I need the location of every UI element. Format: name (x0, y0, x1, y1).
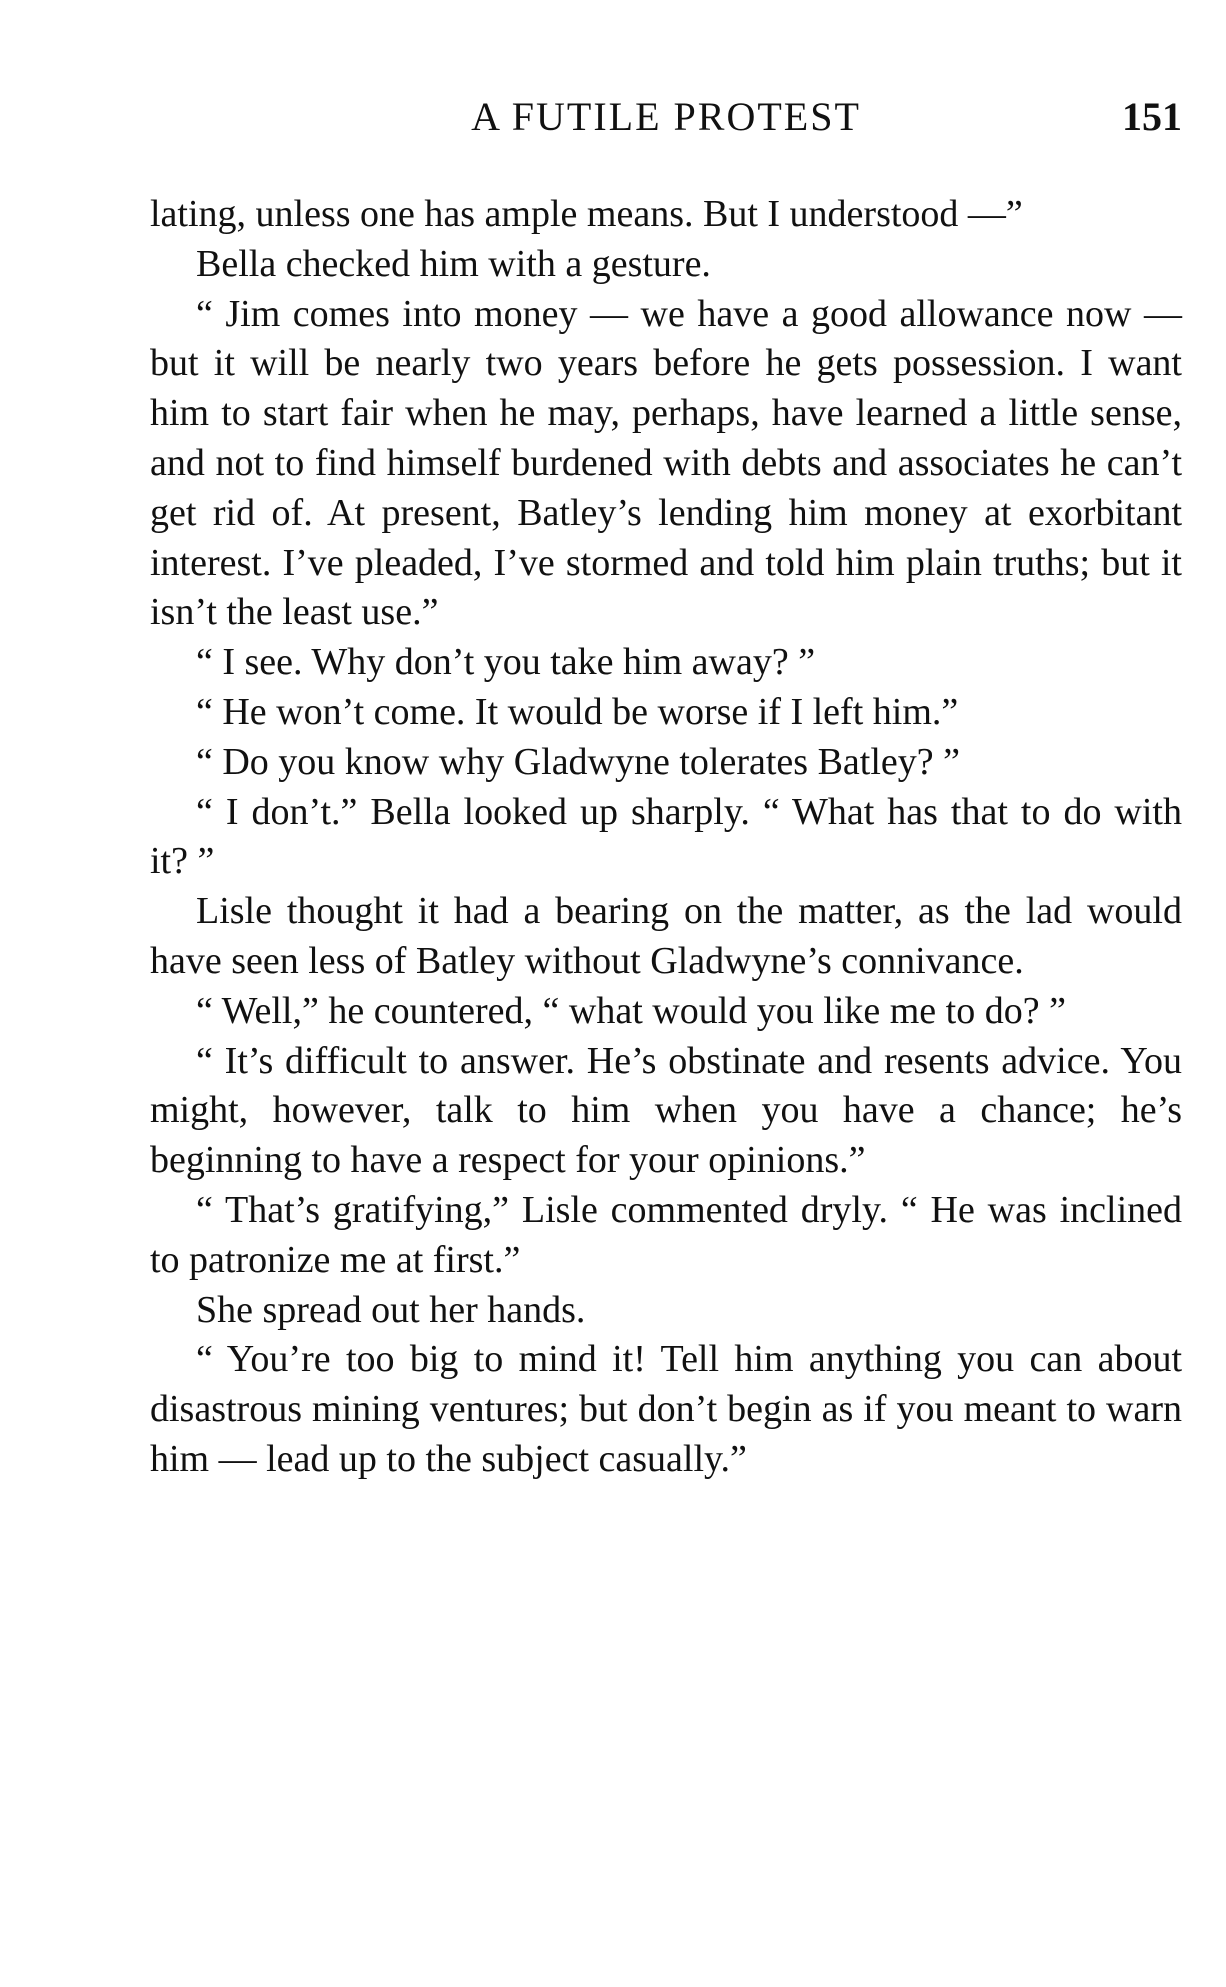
paragraph: “ Do you know why Gladwyne tolerates Batley? ” (196, 740, 961, 783)
paragraph: She spread out her hands. (196, 1288, 586, 1331)
paragraph: “ That’s gratifying,” Lisle commented dryly. “ He was inclined to patronize me at first.” (150, 1188, 1182, 1281)
paragraph: “ I see. Why don’t you take him away? ” (196, 641, 816, 684)
paragraph: “ I don’t.” Bella looked up sharply. “ What has that to do with it? ” (150, 790, 1182, 883)
paragraph: “ He won’t come. It would be worse if I left him.” (196, 690, 959, 733)
paragraph: “ You’re too big to mind it! Tell him anything you can about disastrous mining ventures; but don’t begin as if you meant to warn him — lead up to the subject casually.” (150, 1338, 1182, 1480)
running-title: A FUTILE PROTEST (471, 94, 861, 139)
paragraph: Lisle thought it had a bearing on the matter, as the lad would have seen less of Batley without Gladwyne’s connivance. (150, 890, 1182, 982)
page-number: 151 (1122, 94, 1182, 139)
paragraph: Bella checked him with a gesture. (196, 242, 711, 285)
paragraph-continued: lating, unless one has ample means. But I understood —” (150, 193, 1023, 235)
running-head (150, 92, 1182, 142)
paragraph: “ Well,” he countered, “ what would you like me to do? ” (196, 989, 1066, 1032)
paragraph: “ It’s difficult to answer. He’s obstinate and resents advice. You might, however, talk to him when you have a chance; he’s beginning to have a respect for your opinions.” (150, 1039, 1182, 1182)
paragraph: “ Jim comes into money — we have a good allowance now — but it will be nearly two years before he gets possession. I want him to start fair when he may, perhaps, have learned a little sense, and not to find himself burdened with debts and associates he can’t get rid of. At present, Batley’s lending him money at exorbitant interest. I’ve pleaded, I’ve stormed and told him plain truths; but it isn’t the least use.” (150, 292, 1182, 634)
body-text (150, 190, 1182, 1485)
